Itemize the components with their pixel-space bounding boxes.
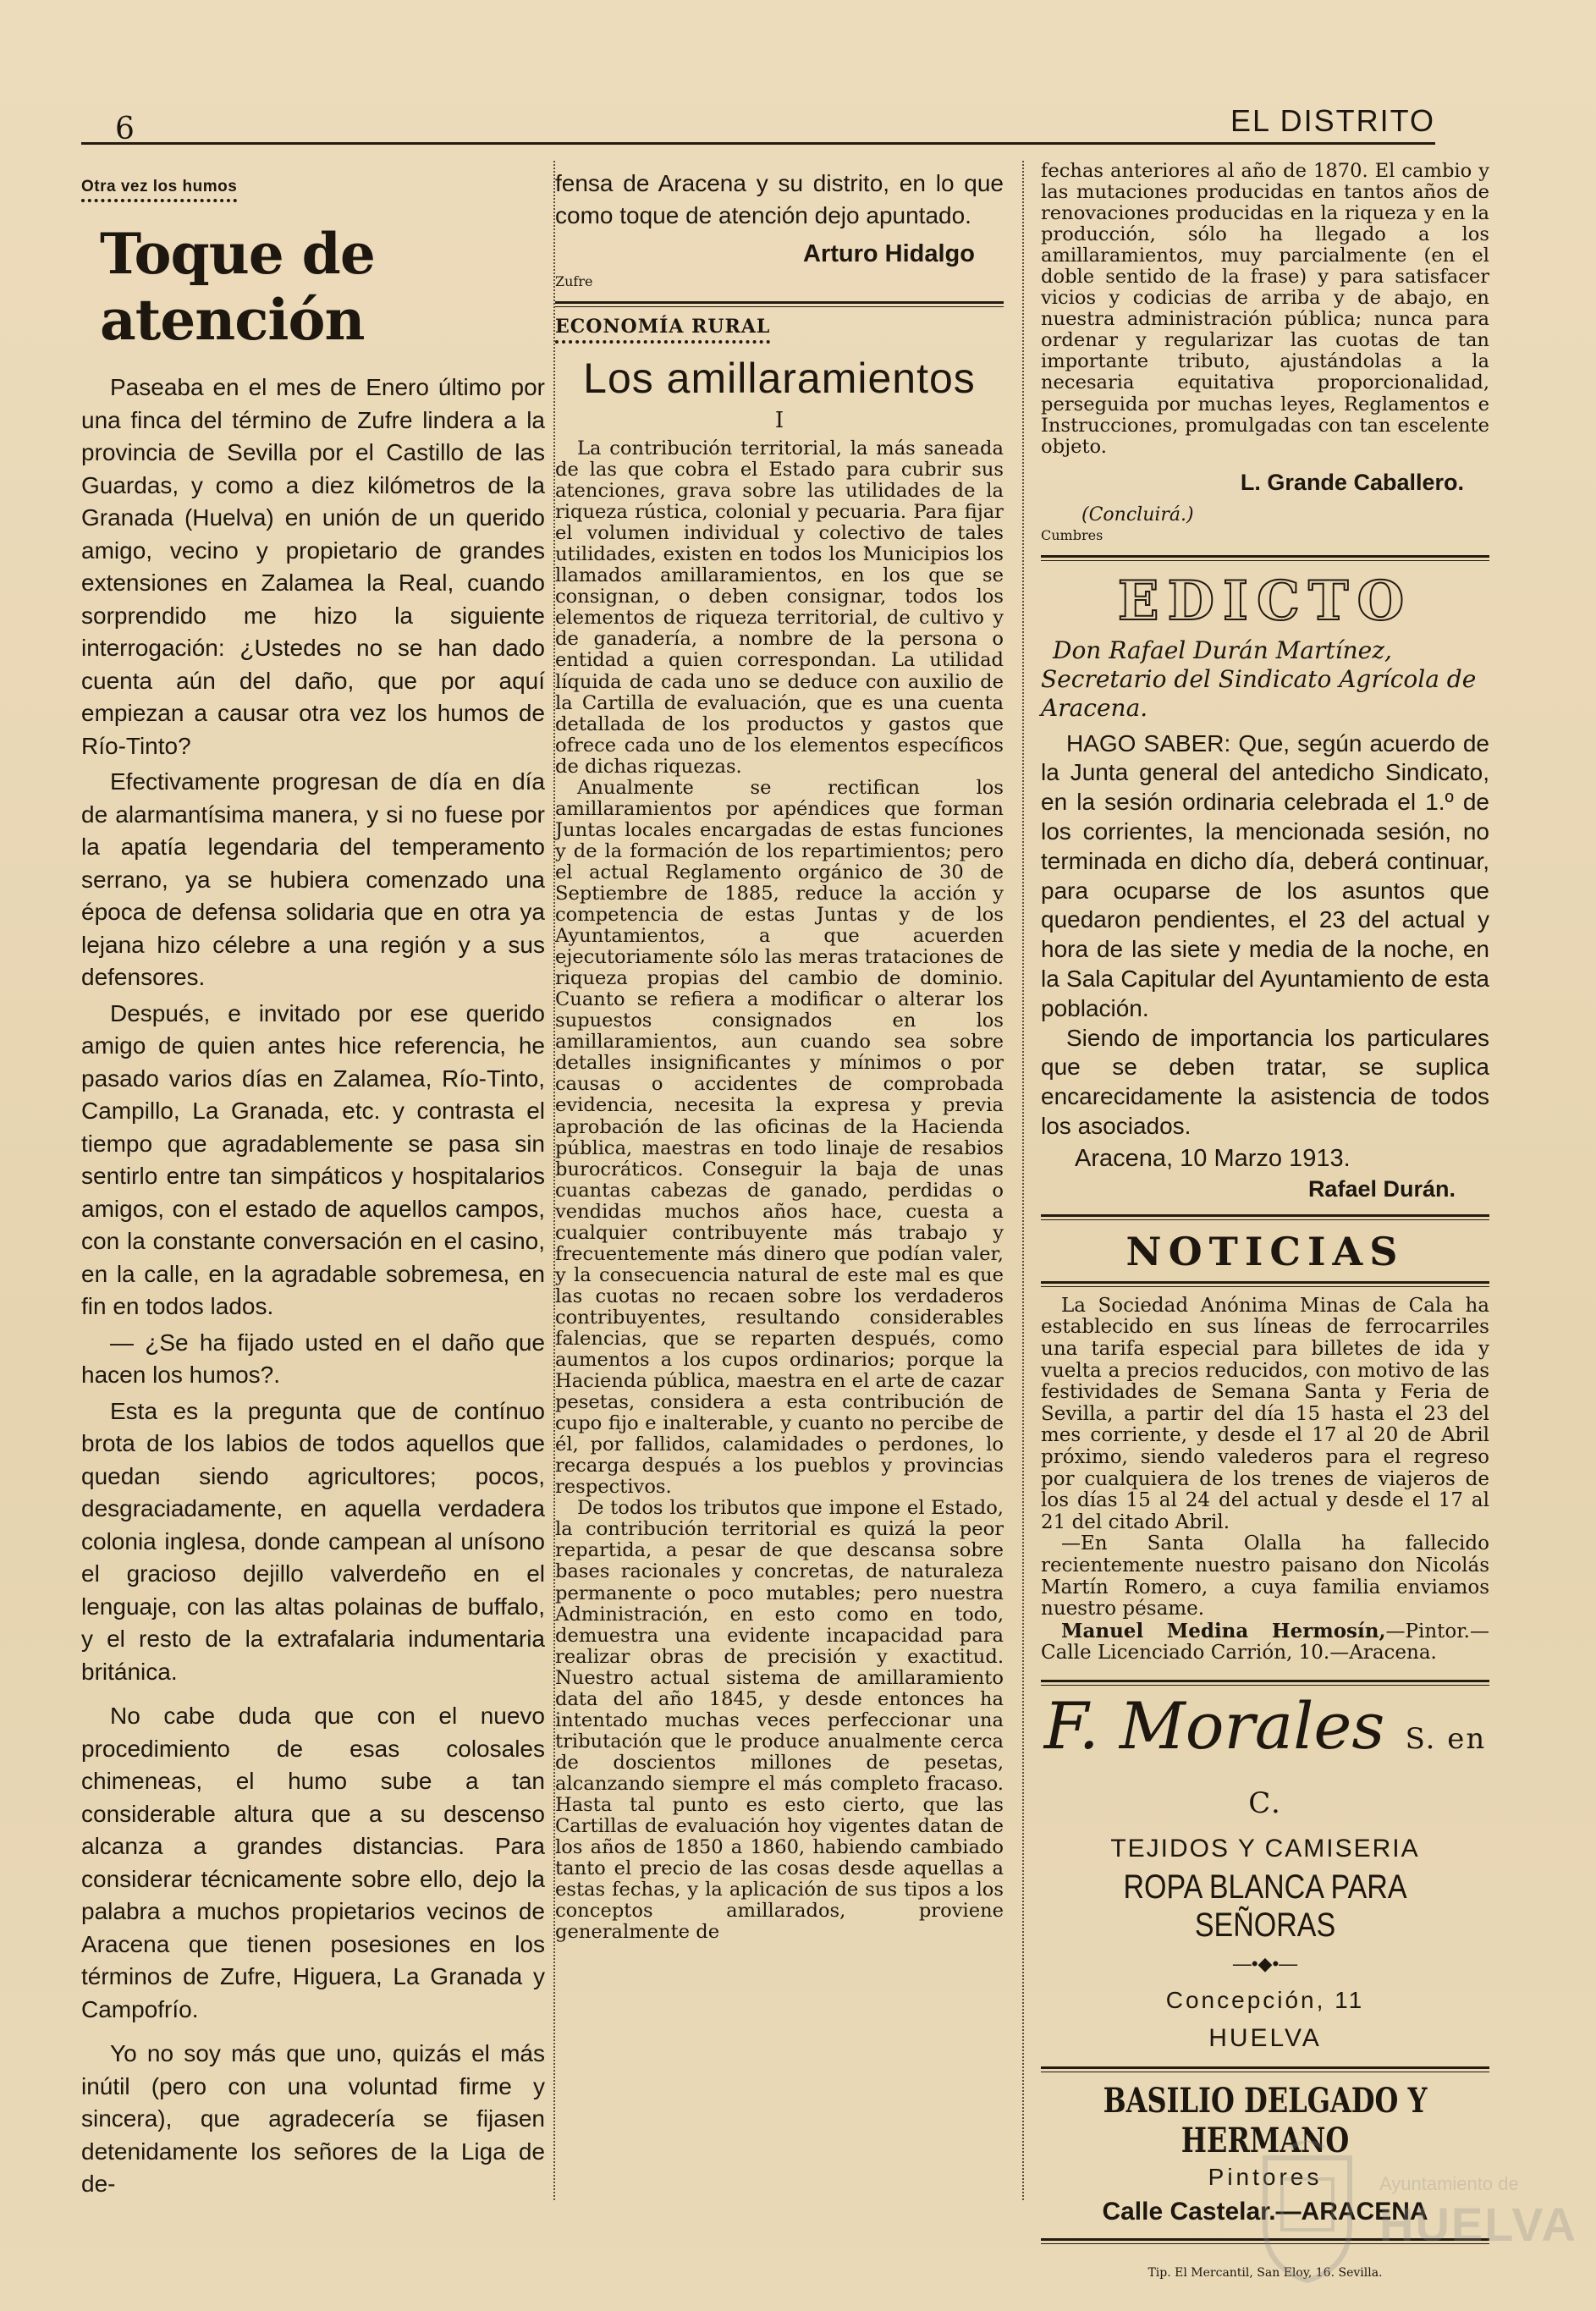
section-divider <box>1041 1281 1489 1287</box>
archive-watermark <box>1252 2141 1577 2293</box>
article-place: Zufre <box>555 273 593 289</box>
ad-brand-suffix: S. en C. <box>1248 1721 1487 1820</box>
edicto-body: HAGO SABER: Que, según acuerdo de la Junta general del antedicho Sindicato, en la sesión ordinaria celebrada el 1.º de los corrientes, la mencionada sesión, no terminada en dicho día, deberá continuar, para ocuparse de los asuntos que quedaron pendientes, el 23 del actual y hora de las siete y media de la noche, en la Sala Capitular del Ayuntamiento de esta población. <box>1041 729 1489 1021</box>
page-number: 6 <box>115 112 135 146</box>
column-right <box>1041 161 1489 2280</box>
news-item: —En Santa Olalla ha fallecido recientemente nuestro paisano don Nicolás Martín Romero, a cuya familia enviamos nuestro pésame. <box>1041 1532 1489 1620</box>
article-paragraph: De todos los tributos que impone el Estado, la contribución territorial es quizá la peor repartida, a pesar de que descansa sobre bases racionales y concretas, de naturaleza permanente o poco mutables; pero nuestra Administración, en esto como en todo, demuestra una evidente incapacidad para realizar obras de precisión y exactitud. Nuestro actual sistema de amillaramiento data del año 1845, y desde entonces ha intentado muchas veces perfeccionar una tributación que le produce anualmente cerca de doscientos millones de pesetas, alcanzando siempre el más completo fracaso. Hasta tal punto es esto cierto, que las Cartillas de evaluación hoy vigentes datan de los años de 1850 a 1860, habiendo cambiado tanto el precio de las cosas desde aquellas a estas fechas, y la aplicación de sus tipos a los conceptos amillarados, proviene generalmente de <box>555 1497 1004 1944</box>
article-paragraph: No cabe duda que con el nuevo procedimiento de esas colosales chimeneas, el humo sube a tan considerable altura que a su descenso alcanza a grandes distancias. Para considerar técnicamente sobre ello, dejo la palabra a muchos propietarios vecinos de Aracena que tienen posesiones en los términos de Zufre, Higuera, La Granada y Campofrío. <box>81 1703 545 2022</box>
watermark-line: Ayuntamiento de <box>1379 2173 1519 2194</box>
article-paragraph: La contribución territorial, la más saneada de las que cobra el Estado para cubrir sus atenciones, grava sobre las utilidades de la riqueza rústica, colonial y pecuaria. Para fijar el volumen individual y colectivo de tales utilidades, existen en todos los Municipios los llamados amillaramientos, en los que se consignan, o deben consignar, todos los elementos de riqueza territorial, de cultivo y de ganadería, a nombre de la persona o entidad a quien correspondan. La utilidad líquida de cada uno se deduce con auxilio de la Cartilla de evaluación, que es una cuenta detallada de los productos y gastos que ofrece cada uno de los elementos específicos de dichas riquezas. <box>555 437 1004 778</box>
news-item: La Sociedad Anónima Minas de Cala ha establecido en sus líneas de ferrocarriles una tarifa especial para billetes de ida y vuelta a precios reducidos, con motivo de las festividades de Semana Santa y Feria de Sevilla, a partir del día 15 hasta el 23 del mes corriente, y desde el 17 al 20 de Abril próximo, siendo valederos para el regreso por cualquiera de los trenes de viajeros de los días 15 al 24 del actual y desde el 17 al 21 del citado Abril. <box>1041 1294 1489 1533</box>
ornament-icon: —•◆•— <box>1232 1952 1298 1974</box>
section-divider <box>1041 555 1489 561</box>
coat-of-arms-icon <box>1252 2141 1362 2285</box>
page-header <box>81 100 1435 145</box>
newspaper-name: EL DISTRITO <box>1230 103 1435 138</box>
edicto-date: Aracena, 10 Marzo 1913. <box>1075 1144 1351 1172</box>
watermark-line: HUELVA <box>1379 2198 1577 2251</box>
article-continuation: fensa de Aracena y su distrito, en lo que como toque de atención dejo apuntado. <box>555 170 1004 228</box>
article-paragraph: — ¿Se ha fijado usted en el daño que hacen los humos?. <box>81 1329 545 1388</box>
printer-imprint: Tip. El Mercantil, San Eloy, 16. Sevilla. <box>1147 2265 1383 2280</box>
article-kicker: Otra vez los humos <box>81 178 237 202</box>
edicto-heading: Don Rafael Durán Martínez, Secretario del Sindicato Agrícola de Aracena. <box>1041 636 1477 722</box>
news-item <box>1041 1620 1489 1664</box>
ad-line: Pintores <box>1208 2163 1323 2190</box>
ad-line: ROPA BLANCA PARA SEÑORAS <box>1123 1868 1407 1944</box>
article-note: (Concluirá.) <box>1081 503 1194 525</box>
article-author: L. Grande Caballero. <box>1240 469 1464 495</box>
column-middle <box>555 168 1004 1943</box>
section-divider <box>555 301 1004 307</box>
ad-brand-name: F. Morales <box>1043 1687 1385 1764</box>
article-paragraph: Anualmente se rectifican los amillaramientos por apéndices que forman Juntas locales encargadas de estas funciones y de la formación de los repartimientos; pero el actual Reglamento orgánico de 30 de Septiembre de 1885, reduce la acción y competencia de estas Juntas y de los Ayuntamientos, a que acuerden ejecutoriamente sólo las meras trataciones de riqueza propias del cambio de dominio. Cuanto se refiera a modificar o alterar los supuestos consignados en los amillaramientos, aun cuando sea sobre detalles insignificantes y mínimos o por causas o accidentes de comprobada evidencia, necesita la expresa y previa aprobación de las oficinas de la Hacienda pública, maestras en todo linaje de resabios burocráticos. Conseguir la baja de unas cuantas cabezas de ganado, perdidas o vendidas muchos años hace, cuesta a cualquier contribuyente más trabajo y frecuentemente más dinero que podían valer, y la consecuencia natural de este mal es que las cuotas no recaen sobre los verdaderos contribuyentes, resultando considerables falencias, que se reparten después, como aumentos a los cupos ordinarios; porque la Hacienda pública, maestra en el arte de cazar pesetas, considera a esta contribución de cupo fijo e inalterable, y cuanto no percibe de él, por fallidos, calamidades o perdones, lo recarga después a los pueblos y provincias respectivos. <box>555 776 1004 1499</box>
article-place: Cumbres <box>1041 526 1103 543</box>
article-paragraph: Paseaba en el mes de Enero último por una finca del término de Zufre lindera a la provincia de Sevilla por el Castillo de las Guardas, y como a diez kilómetros de la Granada (Huelva) en unión de un querido amigo, vecino y propietario de grandes extensiones en Zalamea la Real, cuando sorprendido me hizo la siguiente interrogación: ¿Ustedes no se han dado cuenta aún del daño, que por aquí empiezan a causar otra vez los humos de Río-Tinto? <box>81 374 545 759</box>
ad-address: Concepción, 11 <box>1165 1986 1365 2013</box>
ad-brand: BASILIO DELGADO Y HERMANO <box>1103 2080 1428 2160</box>
article-paragraph: Después, e invitado por ese querido amigo de quien antes hice referencia, he pasado varios días en Zalamea, Río-Tinto, Campillo, La Granada, etc. y contrasta el tiempo que agradablemente se pasa sin sentirlo entre tan simpáticos y hospitalarios amigos, con el estado de aquellos campos, con la constante conversación en el casino, en la calle, en la agradable sobremesa, en fin en todos lados. <box>81 999 545 1319</box>
article-author: Arturo Hidalgo <box>803 240 975 267</box>
article-toque-de-atencion <box>81 178 545 2201</box>
article-continuation: fechas anteriores al año de 1870. El cambio y las mutaciones producidas en tantos años de renovaciones producidas en la riqueza y en la producción, sólo ha llegado a los amillaramientos, muy parcialmente (en el doble sentido de la frase) y para satisfacer vicios y codicias de arriba y de abajo, en nuestra administración pública; nunca para ordenar y regularizar las cuotas de tan importante tributo, ajustándolas a la necesaria equitativa proporcionalidad, perseguida por muchas leyes, Reglamentos e Instrucciones, promulgadas con tan escelente objeto. <box>1041 160 1489 458</box>
news-item-text: —Pintor.— Calle Licenciado Carrión, 10.—Aracena. <box>1041 1620 1489 1664</box>
edicto-signature: Rafael Durán. <box>1307 1175 1456 1202</box>
section-divider <box>1041 1680 1489 1686</box>
article-part-number: I <box>774 408 784 433</box>
ad-address: Calle Castelar.—ARACENA <box>1102 2197 1428 2226</box>
column-divider <box>1022 161 1024 2200</box>
article-paragraph: Efectivamente progresan de día en día de alarmantísima manera, y si no fuese por la apatía legendaria del temperamento serrano, ya se hubiera comenzado una época de defensa solidaria que en otra ya lejana hizo célebre a una región y a sus defensores. <box>81 768 545 990</box>
edicto-title: EDICTO <box>1117 569 1413 633</box>
section-tag: ECONOMÍA RURAL <box>555 316 770 344</box>
article-paragraph: Yo no soy más que uno, quizás el más inútil (pero con una voluntad firme y sincera), que agradecería se fijasen detenidamente los señores de la Liga de de- <box>81 2040 545 2197</box>
ad-city: HUELVA <box>1208 2023 1322 2052</box>
edicto-body: Siendo de importancia los particulares que se deben tratar, se suplica encarecidamente la asistencia de todos los asociados. <box>1041 1024 1489 1140</box>
article-headline: Toque de atención <box>100 221 375 353</box>
news-item-name: Manuel Medina Hermosín, <box>1061 1619 1386 1642</box>
article-headline: Los amillaramientos <box>583 355 976 402</box>
advertisement-morales <box>1041 1687 1489 2053</box>
section-divider <box>1041 2066 1489 2072</box>
noticias-title: NOTICIAS <box>1125 1228 1405 1274</box>
ad-brand <box>1041 1687 1489 1823</box>
ad-line: TEJIDOS Y CAMISERIA <box>1110 1834 1420 1863</box>
section-divider <box>1041 1214 1489 1220</box>
article-paragraph: Esta es la pregunta que de contínuo brota de los labios de todos aquellos que quedan siendo agricultores; pocos, desgraciadamente, en aquella verdadera colonia inglesa, donde campean al unísono el gracioso dejillo valverdeño en el lenguaje, con las altas polainas de buffalo, y el resto de la extrafalaria indumentaria británica. <box>81 1397 545 1685</box>
